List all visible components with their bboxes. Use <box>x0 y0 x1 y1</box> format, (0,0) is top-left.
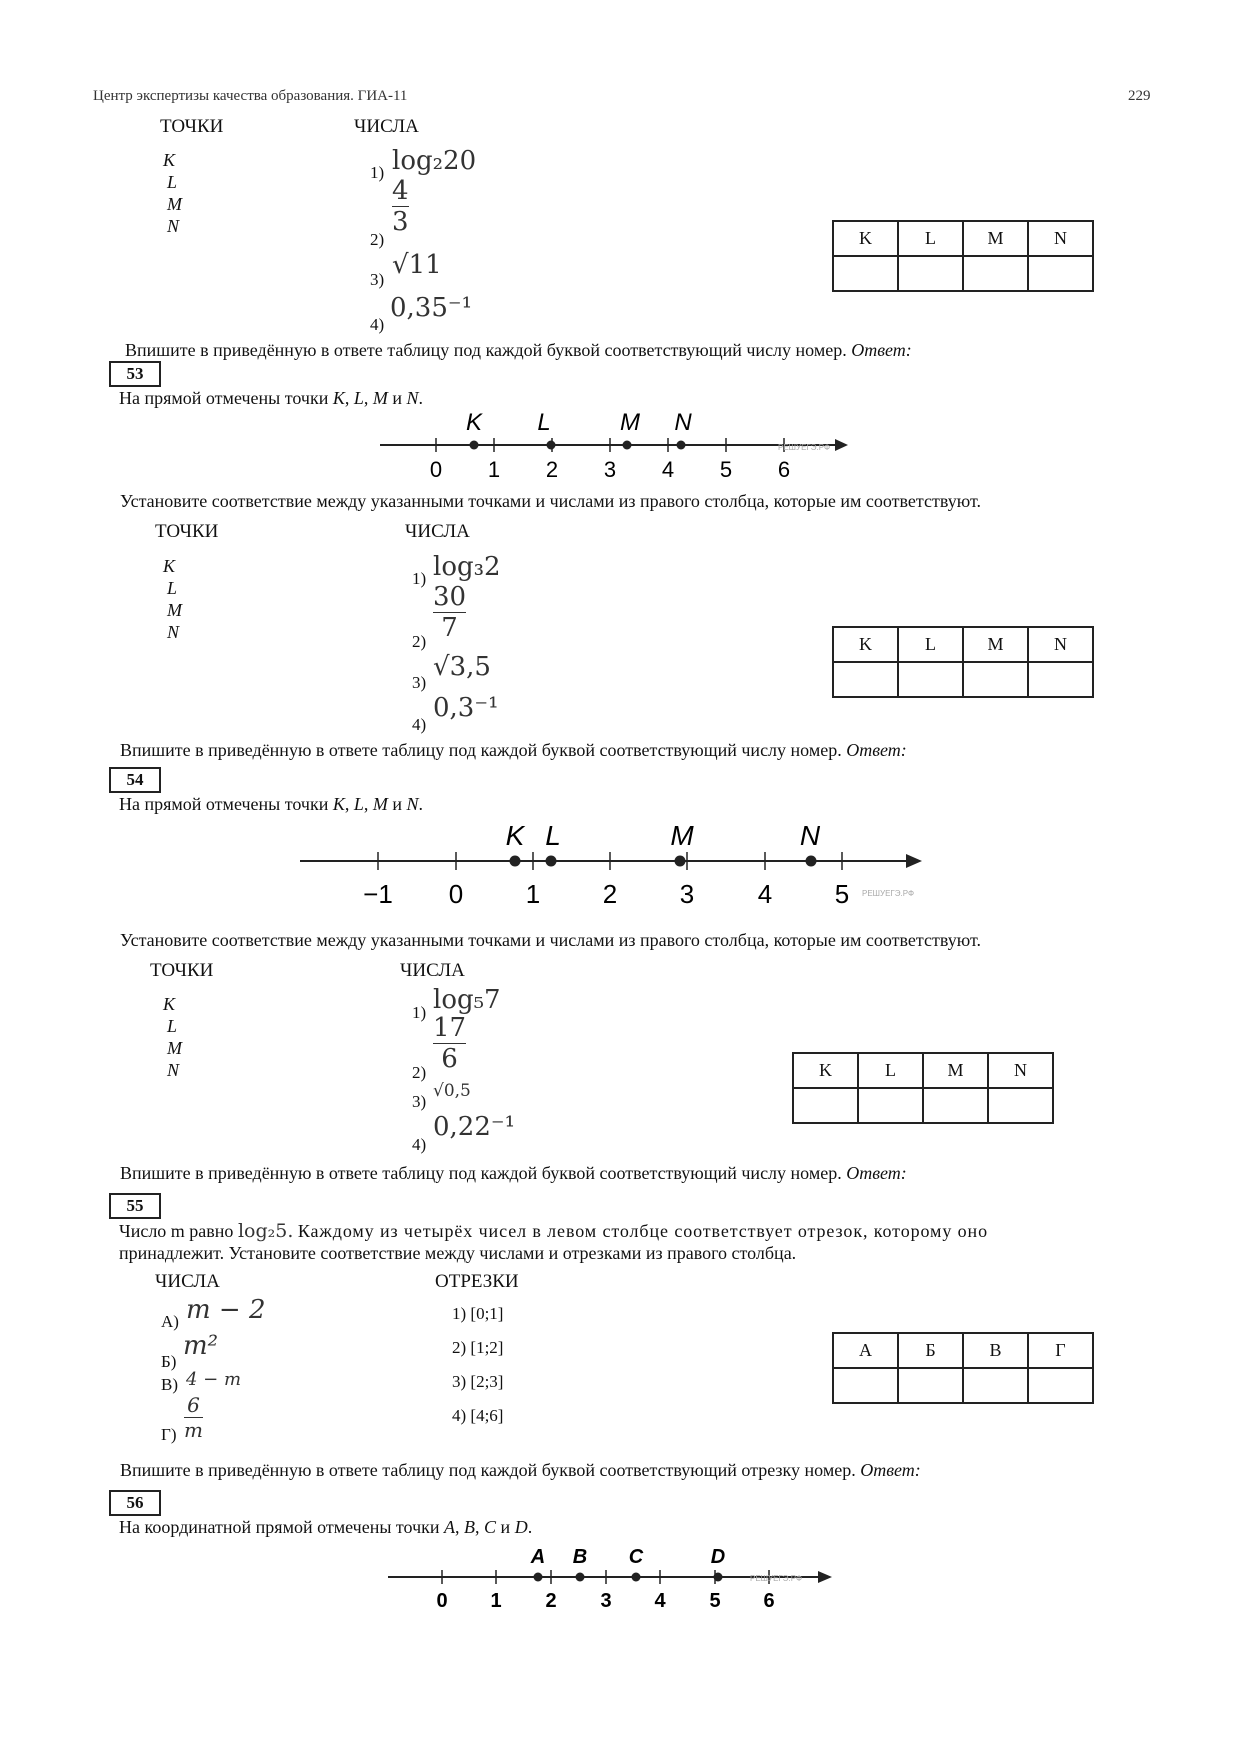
answer-cell[interactable] <box>923 1088 988 1123</box>
fill-text: Впишите в приведённую в ответе таблицу под каждой буквой соответствующий отрезку номер. <box>120 1460 856 1480</box>
item-expression: m − 2 <box>186 1295 266 1325</box>
fraction-numerator: 30 <box>433 582 467 612</box>
option-number: 1) <box>412 1003 427 1022</box>
fill-text: Впишите в приведённую в ответе таблицу под каждой буквой соответствующий числу номер. <box>120 740 842 760</box>
problem-number: 56 <box>109 1490 161 1516</box>
tick-label: 6 <box>763 1590 775 1612</box>
option-fraction <box>392 176 409 237</box>
option-number: 3) <box>412 673 427 692</box>
option-fraction <box>433 1013 466 1074</box>
tick-label: 0 <box>429 457 443 482</box>
point-label: N <box>674 409 692 436</box>
answer-cell[interactable] <box>833 1368 898 1403</box>
item-expression: m² <box>183 1331 219 1361</box>
answer-table <box>792 1052 1054 1124</box>
point-label: M <box>167 1038 182 1058</box>
answer-cell[interactable] <box>833 256 898 291</box>
point-A-marker <box>534 1573 543 1582</box>
point-label: K <box>465 409 483 436</box>
statement-text: Каждому из четырёх чисел в левом столбце соответствует отрезок, которому оно <box>297 1221 988 1241</box>
option-number: 3) <box>370 270 385 289</box>
answer-cell[interactable] <box>858 1088 923 1123</box>
segment-option: 4) [4;6] <box>452 1406 504 1425</box>
point-ref: M <box>372 388 388 408</box>
answer-cell[interactable] <box>963 1368 1028 1403</box>
table-header-cell: N <box>1028 627 1093 662</box>
segment-option: 1) [0;1] <box>452 1304 504 1323</box>
option-expression: log₅7 <box>433 985 501 1015</box>
points-heading: ТОЧКИ <box>155 521 219 542</box>
option-number: 1) <box>412 569 427 588</box>
tick-label: 5 <box>834 879 850 909</box>
problem-number: 54 <box>109 767 161 793</box>
problem-statement-line1 <box>119 1220 1099 1242</box>
table-header-cell: K <box>833 221 898 256</box>
point-label: L <box>167 172 178 192</box>
point-ref: N <box>406 388 419 408</box>
table-header-cell: L <box>858 1053 923 1088</box>
answer-label: Ответ: <box>851 340 912 360</box>
point-label: K <box>163 150 176 170</box>
tick-label: 1 <box>490 1590 502 1612</box>
answer-cell[interactable] <box>898 256 963 291</box>
point-label: A <box>530 1546 546 1568</box>
point-ref: L <box>353 794 364 814</box>
item-label: А) <box>161 1312 179 1331</box>
point-ref: K <box>332 388 345 408</box>
point-B-marker <box>576 1573 585 1582</box>
tick-label: 3 <box>679 879 695 909</box>
point-label: M <box>670 820 694 851</box>
point-label: K <box>505 820 525 851</box>
segments-heading: ОТРЕЗКИ <box>435 1271 519 1292</box>
table-header-cell: N <box>988 1053 1053 1088</box>
option-expression: 0,3⁻¹ <box>433 693 499 723</box>
point-label: N <box>167 216 180 236</box>
table-header-cell: L <box>898 221 963 256</box>
point-label: B <box>572 1546 588 1568</box>
tick-label: 4 <box>661 457 675 482</box>
answer-cell[interactable] <box>833 662 898 697</box>
tick-label: 0 <box>448 879 464 909</box>
fraction-denominator: 3 <box>392 207 409 237</box>
problem-statement-line2: принадлежит. Установите соответствие между числами и отрезками из правого столбца. <box>119 1243 797 1263</box>
item-fraction <box>184 1393 203 1442</box>
answer-cell[interactable] <box>898 1368 963 1403</box>
option-number: 4) <box>412 1135 427 1154</box>
option-fraction <box>433 582 466 643</box>
point-ref: A <box>444 1517 456 1537</box>
points-heading: ТОЧКИ <box>160 116 224 137</box>
point-ref: L <box>353 388 364 408</box>
point-C-marker <box>632 1573 641 1582</box>
table-header-cell: В <box>963 1333 1028 1368</box>
option-number: 4) <box>412 715 427 734</box>
problem-statement: На прямой отмечены точки K, L, M и N. <box>119 794 424 814</box>
table-header-cell: А <box>833 1333 898 1368</box>
statement-text: На прямой отмечены точки <box>119 388 329 408</box>
answer-label: Ответ: <box>860 1460 921 1480</box>
answer-cell[interactable] <box>1028 662 1093 697</box>
item-label: Б) <box>161 1352 177 1371</box>
answer-table <box>832 1332 1094 1404</box>
table-header-cell: N <box>1028 221 1093 256</box>
option-expression: log₂20 <box>392 146 477 176</box>
tick-label: 3 <box>603 457 617 482</box>
option-number: 2) <box>370 230 385 249</box>
point-L-marker <box>546 856 557 867</box>
table-header-cell: L <box>898 627 963 662</box>
number-line-56 <box>380 1543 840 1618</box>
item-label: В) <box>161 1375 178 1394</box>
tick-label: 4 <box>757 879 773 909</box>
tick-label: −1 <box>363 879 393 909</box>
option-number: 4) <box>370 315 385 334</box>
fill-text: Впишите в приведённую в ответе таблицу под каждой буквой соответствующий числу номер. <box>120 1163 842 1183</box>
conjunction: и <box>392 794 403 814</box>
option-number: 3) <box>412 1092 427 1111</box>
option-number: 1) <box>370 163 385 182</box>
answer-label: Ответ: <box>846 1163 907 1183</box>
points-heading: ТОЧКИ <box>150 960 214 981</box>
tick-label: 2 <box>545 457 559 482</box>
table-header-cell: Б <box>898 1333 963 1368</box>
answer-cell[interactable] <box>963 662 1028 697</box>
table-header-cell: M <box>963 627 1028 662</box>
fraction-numerator: 17 <box>433 1013 467 1043</box>
point-N-marker <box>806 856 817 867</box>
point-L-marker <box>547 441 556 450</box>
point-M-marker <box>623 441 632 450</box>
match-instruction: Установите соответствие между указанными точками и числами из правого столбца, которые им соответствуют. <box>120 930 981 950</box>
answer-cell[interactable] <box>1028 256 1093 291</box>
answer-cell[interactable] <box>898 662 963 697</box>
point-label: N <box>167 1060 180 1080</box>
statement-text: Число m равно <box>119 1221 234 1241</box>
point-label: M <box>167 600 182 620</box>
point-N-marker <box>677 441 686 450</box>
table-header-cell: K <box>793 1053 858 1088</box>
watermark: РЕШУЕГЭ.РФ <box>750 1574 803 1583</box>
fraction-numerator: 4 <box>392 176 409 206</box>
point-ref: K <box>332 794 345 814</box>
point-label: N <box>167 622 180 642</box>
point-D-marker <box>714 1573 723 1582</box>
option-expression: log₃2 <box>433 552 501 582</box>
point-K-marker <box>510 856 521 867</box>
watermark: РЕШУЕГЭ.РФ <box>862 889 915 898</box>
tick-label: 2 <box>545 1590 557 1612</box>
tick-label: 4 <box>654 1590 666 1612</box>
table-header-cell: K <box>833 627 898 662</box>
answer-table <box>832 220 1094 292</box>
answer-label: Ответ: <box>846 740 907 760</box>
page-header: Центр экспертизы качества образования. ГИА-11 <box>93 88 408 104</box>
tick-label: 0 <box>436 1590 448 1612</box>
answer-table <box>832 626 1094 698</box>
point-label: L <box>167 578 178 598</box>
page-number: 229 <box>1128 88 1151 104</box>
tick-label: 5 <box>709 1590 721 1612</box>
problem-number: 53 <box>109 361 161 387</box>
option-expression: 0,22⁻¹ <box>433 1112 516 1142</box>
match-instruction: Установите соответствие между указанными точками и числами из правого столбца, которые им соответствуют. <box>120 491 981 511</box>
point-M-marker <box>675 856 686 867</box>
option-expression: √11 <box>392 250 442 280</box>
answer-cell[interactable] <box>1028 1368 1093 1403</box>
numbers-heading: ЧИСЛА <box>155 1271 220 1292</box>
option-expression: √3,5 <box>433 652 491 682</box>
number-line-54 <box>290 815 930 915</box>
point-ref: M <box>372 794 388 814</box>
tick-label: 5 <box>719 457 733 482</box>
point-label: M <box>167 194 182 214</box>
tick-label: 6 <box>777 457 791 482</box>
fraction-denominator: 6 <box>441 1044 458 1074</box>
option-expression: √0,5 <box>433 1081 471 1101</box>
conjunction: и <box>392 388 403 408</box>
fill-instruction <box>120 740 907 761</box>
problem-statement: На координатной прямой отмечены точки A, B, C и D. <box>119 1517 533 1537</box>
fill-instruction <box>120 1460 921 1481</box>
problem-number: 55 <box>109 1193 161 1219</box>
point-label: N <box>799 820 821 851</box>
numbers-heading: ЧИСЛА <box>354 116 419 137</box>
point-label: K <box>163 994 176 1014</box>
fraction-denominator: 7 <box>441 613 458 643</box>
tick-label: 3 <box>600 1590 612 1612</box>
segment-option: 3) [2;3] <box>452 1372 504 1391</box>
point-label: L <box>537 409 551 436</box>
fraction-denominator: m <box>184 1418 203 1442</box>
point-ref: D <box>514 1517 528 1537</box>
fraction-numerator: 6 <box>184 1393 203 1418</box>
item-expression: 4 − m <box>186 1369 242 1390</box>
numbers-heading: ЧИСЛА <box>400 960 465 981</box>
option-number: 2) <box>412 1063 427 1082</box>
conjunction: и <box>500 1517 511 1537</box>
log-expression: log₂5. <box>237 1220 294 1242</box>
fill-instruction <box>120 1163 907 1184</box>
table-header-cell: M <box>963 221 1028 256</box>
numbers-heading: ЧИСЛА <box>405 521 470 542</box>
table-header-cell: M <box>923 1053 988 1088</box>
answer-cell[interactable] <box>793 1088 858 1123</box>
tick-label: 2 <box>602 879 618 909</box>
fill-text: Впишите в приведённую в ответе таблицу под каждой буквой соответствующий числу номер. <box>125 340 847 360</box>
point-label: C <box>628 1546 644 1568</box>
number-line-53 <box>370 405 850 490</box>
problem-statement: На прямой отмечены точки K, L, M и N. <box>119 388 424 408</box>
point-label: M <box>620 409 640 436</box>
option-expression: 0,35⁻¹ <box>390 293 473 323</box>
item-label: Г) <box>161 1425 177 1444</box>
answer-cell[interactable] <box>963 256 1028 291</box>
point-ref: B <box>464 1517 476 1537</box>
statement-text: На координатной прямой отмечены точки <box>119 1517 440 1537</box>
table-header-cell: Г <box>1028 1333 1093 1368</box>
watermark: РЕШУЕГЭ.РФ <box>778 443 831 452</box>
point-ref: C <box>484 1517 497 1537</box>
tick-label: 1 <box>525 879 541 909</box>
point-label: L <box>167 1016 178 1036</box>
segment-option: 2) [1;2] <box>452 1338 504 1357</box>
point-label: K <box>163 556 176 576</box>
point-ref: N <box>406 794 419 814</box>
statement-text: На прямой отмечены точки <box>119 794 329 814</box>
point-label: L <box>545 820 561 851</box>
answer-cell[interactable] <box>988 1088 1053 1123</box>
option-number: 2) <box>412 632 427 651</box>
fill-instruction <box>125 340 912 361</box>
point-label: D <box>710 1546 726 1568</box>
point-K-marker <box>470 441 479 450</box>
tick-label: 1 <box>487 457 501 482</box>
